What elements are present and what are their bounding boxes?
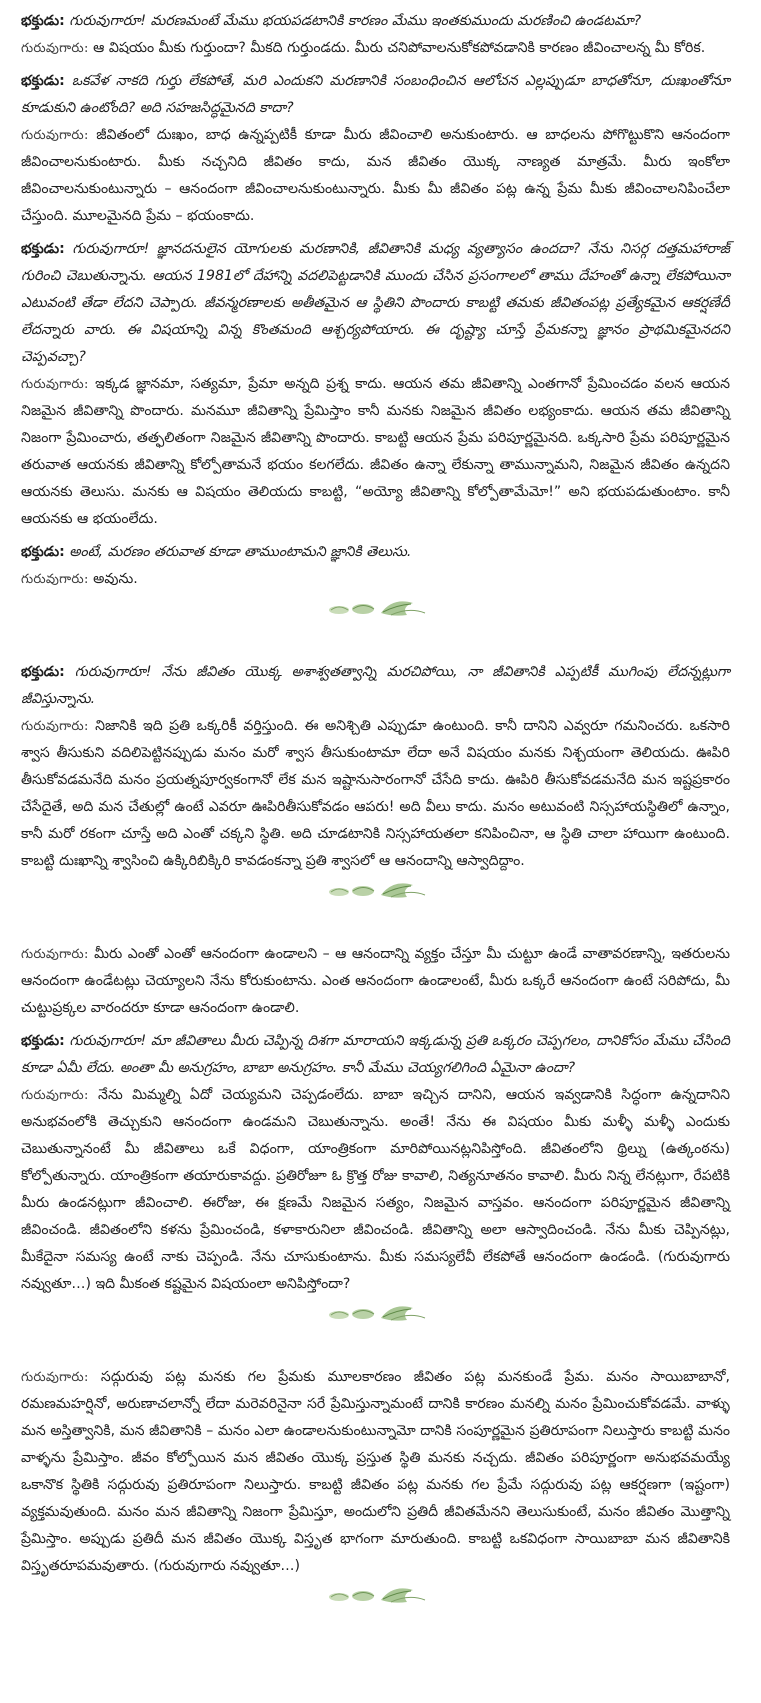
devotee-question — [21, 539, 730, 566]
answer-text: సద్గురువు పట్ల మనకు గల ప్రేమకు మూలకారణం జీవితం పట్ల మనకుండే ప్రేమ. మనం సాయిబాబానో, రమణమహర్షినో, అరుణాచలాన్నో లేదా మరెవరినైనా సరే ప్రేమిస్తున్నామంటే దానికి కారణం మనల్ని మనం ప్రేమించుకోవడమే. వాళ్ళు మన అస్తిత్వానికి, మన జీవితానికి – మనం ఎలా ఉండాలనుకుంటున్నామో దానికి సంపూర్ణమైన ప్రతిరూపంగా నిలుస్తారు కాబట్టి మనం వాళ్ళను ప్రేమిస్తాం. జీవం కోల్పోయిన మన జీవితం యొక్క ప్రస్తుత స్థితి మనకు నచ్చదు. జీవితం పరిపూర్ణంగా అనుభవమయ్యే ఒకానొక స్థితికి సద్గురువు ప్రతిరూపంగా నిలుస్తారు. కాబట్టి జీవితం పట్ల మనకు గల ప్రేమే సద్గురువు పట్ల ఆకర్షణగా (ఇష్టంగా) వ్యక్తమవుతుంది. మనం మన జీవితాన్ని నిజంగా ప్రేమిస్తూ, అందులోని ప్రతిదీ జీవితమేనని తెలుసుకుంటే, మనం జీవితం మొత్తాన్ని ప్రేమిస్తాం. అప్పుడు ప్రతిదీ మన జీవితం యొక్క విస్తృత భాగంగా మారుతుంది. కాబట్టి ఒకవిధంగా సాయిబాబా మన జీవితానికి విస్తృతరూపమవుతారు. (గురువుగారు నవ్వుతూ…) — [21, 1369, 730, 1574]
devotee-label: భక్తుడు: — [21, 664, 65, 680]
leaf-ornament-icon — [321, 877, 431, 903]
answer-text: నిజానికి ఇది ప్రతి ఒక్కరికీ వర్తిస్తుంది. ఈ అనిశ్చితి ఎప్పుడూ ఉంటుంది. కానీ దానిని ఎవ్వరూ గమనించరు. ఒకసారి శ్వాస తీసుకుని వదిలిపెట్టినప్పుడు మనం మరో శ్వాస తీసుకుంటామా లేదా అనే విషయం మనకు నిశ్చయంగా తెలియదు. ఊపిరి తీసుకోవడమనేది మనం ప్రయత్నపూర్వకంగానో లేక మన ఇష్టానుసారంగానో చేసేది కాదు. ఊపిరి తీసుకోవడమనేది మన ఇష్టప్రకారం చేసేదైతే, అది మన చేతుల్లో ఉంటే ఎవరూ ఊపిరితీసుకోవడం ఆపరు! అది వీలు కాదు. మనం అటువంటి నిస్సహాయస్థితిలో ఉన్నాం, కానీ మరో రకంగా చూస్తే అది ఎంతో చక్కని స్థితి. అది చూడటానికి నిస్సహాయతలా కనిపించినా, ఆ స్థితి చాలా హాయిగా ఉంటుంది. కాబట్టి దుఃఖాన్ని శ్వాసించి ఉక్కిరిబిక్కిరి కావడంకన్నా ప్రతి శ్వాసలో ఆ ఆనందాన్ని ఆస్వాదిద్దాం. — [21, 718, 730, 869]
question-text: అంటే, మరణం తరువాత కూడా తాముంటామని జ్ఞానికి తెలుసు. — [64, 544, 412, 560]
guru-label: గురువుగారు: — [21, 1088, 89, 1103]
guru-label: గురువుగారు: — [21, 128, 89, 143]
guru-label: గురువుగారు: — [21, 572, 89, 587]
guru-label: గురువుగారు: — [21, 1370, 89, 1385]
guru-label: గురువుగారు: — [21, 41, 89, 56]
guru-answer — [21, 713, 730, 875]
devotee-label: భక్తుడు: — [21, 13, 65, 29]
answer-text: జీవితంలో దుఃఖం, బాధ ఉన్నప్పటికీ కూడా మీరు జీవించాలి అనుకుంటారు. ఆ బాధలను పోగొట్టుకొని ఆనందంగా జీవించాలనుకుంటారు. మీకు నచ్చనిది జీవితం కాదు, మన జీవితం యొక్క నాణ్యత మాత్రమే. మీరు ఇంకోలా జీవించాలనుకుంటున్నారు – ఆనందంగా జీవించాలనుకుంటున్నారు. మీకు మీ జీవితం పట్ల ఉన్న ప్రేమ మీకు జీవించాలనిపించేలా చేస్తుంది. మూలమైనది ప్రేమ – భయంకాదు. — [21, 127, 730, 224]
guru-label: గురువుగారు: — [21, 377, 89, 392]
devotee-label: భక్తుడు: — [21, 544, 65, 560]
devotee-question — [21, 8, 730, 35]
devotee-label: భక్తుడు: — [21, 241, 65, 257]
answer-text: ఆ విషయం మీకు గుర్తుందా? మీకది గుర్తుండదు. మీరు చనిపోవాలనుకోకపోవడానికి కారణం జీవించాలన్న మీ కోరిక. — [88, 40, 706, 56]
leaf-ornament-icon — [321, 595, 431, 621]
guru-label: గురువుగారు: — [21, 719, 89, 734]
answer-text: మీరు ఎంతో ఎంతో ఆనందంగా ఉండాలని – ఆ ఆనందాన్ని వ్యక్తం చేస్తూ మీ చుట్టూ ఉండే వాతావరణాన్ని, ఇతరులను ఆనందంగా ఉండేటట్లు చెయ్యాలని నేను కోరుకుంటాను. ఎంత ఆనందంగా ఉండాలంటే, మీరు ఒక్కరే ఆనందంగా ఉంటే సరిపోదు, మీ చుట్టుప్రక్కల వారందరూ కూడా ఆనందంగా ఉండాలి. — [21, 946, 730, 1016]
answer-text: ఇక్కడ జ్ఞానమా, సత్యమా, ప్రేమా అన్నది ప్రశ్న కాదు. ఆయన తమ జీవితాన్ని ఎంతగానో ప్రేమించడం వలన ఆయన నిజమైన జీవితాన్ని పొందారు. మనమూ జీవితాన్ని ప్రేమిస్తాం కానీ మనకు నిజమైన జీవితం లభ్యంకాదు. ఆయన తమ జీవితాన్ని నిజంగా ప్రేమించారు, తత్ఫలితంగా నిజమైన జీవితాన్ని పొందారు. కాబట్టి ఆయన ప్రేమ పరిపూర్ణమైనది. ఒక్కసారి ప్రేమ పరిపూర్ణమైన తరువాత ఆయనకు జీవితాన్ని కోల్పోతామనే భయం కలగలేదు. జీవితం ఉన్నా లేకున్నా తామున్నామని, నిజమైన జీవితం ఉన్నదని ఆయనకు తెలుసు. మనకు ఆ విషయం తెలియదు కాబట్టి, “అయ్యో జీవితాన్ని కోల్పోతామేమో!” అని భయపడుతుంటాం. కానీ ఆయనకు ఆ భయంలేదు. — [21, 376, 730, 527]
devotee-label: భక్తుడు: — [21, 1033, 65, 1049]
leaf-ornament-icon — [321, 1582, 431, 1608]
question-text: గురువుగారూ! మా జీవితాలు మీరు చెప్పిన్న దిశగా మారాయని ఇక్కడున్న ప్రతి ఒక్కరం చెప్పగలం, దానికోసం మేము చేసింది కూడా ఏమీ లేదు. అంతా మీ అనుగ్రహం, బాబా అనుగ్రహం. కానీ మేము చెయ్యగలిగింది ఏమైనా ఉందా? — [21, 1033, 730, 1076]
devotee-question — [21, 236, 730, 371]
guru-answer — [21, 1082, 730, 1298]
guru-answer — [21, 1364, 730, 1580]
guru-label: గురువుగారు: — [21, 947, 89, 962]
devotee-question — [21, 659, 730, 713]
guru-answer — [21, 35, 730, 62]
answer-text: అవును. — [88, 571, 138, 587]
guru-answer — [21, 941, 730, 1022]
question-text: గురువుగారూ! నేను జీవితం యొక్క అశాశ్వతత్వాన్ని మరచిపోయి, నా జీవితానికి ఎప్పటికీ ముగింపు లేదన్నట్లుగా జీవిస్తున్నాను. — [21, 664, 730, 707]
leaf-ornament-icon — [321, 1300, 431, 1326]
guru-answer — [21, 566, 730, 593]
devotee-question — [21, 68, 730, 122]
question-text: గురువుగారూ! మరణమంటే మేము భయపడటానికి కారణం మేము ఇంతకుముందు మరణించి ఉండటమా? — [64, 13, 642, 29]
question-text: ఒకవేళ నాకది గుర్తు లేకపోతే, మరి ఎందుకని మరణానికి సంబంధించిన ఆలోచన ఎల్లప్పుడూ బాధతోనూ, దుఃఖంతోనూ కూడుకుని ఉంటోంది? అది సహజసిద్ధమైనది కాదా? — [21, 73, 730, 116]
question-text: గురువుగారూ! జ్ఞానదనులైన యోగులకు మరణానికి, జీవితానికి మధ్య వ్యత్యాసం ఉందదా? నేను నిసర్గ దత్తమహారాజ్ గురించి చెబుతున్నాను. ఆయన 1981లో దేహాన్ని వదలిపెట్టడానికి ముందు చేసిన ప్రసంగాలలో తాము దేహంతో ఉన్నా లేకపోయినా ఎటువంటి తేడా లేదని చెప్పారు. జీవన్మరణాలకు అతీతమైన ఆ స్థితిని పొందారు కాబట్టి తమకు జీవితంపట్ల ప్రత్యేకమైన ఆకర్షణేదీ లేదన్నారు వారు. ఈ విషయాన్ని విన్న కొంతమంది ఆశ్చర్యపోయారు. ఈ దృష్ట్యా చూస్తే ప్రేమకన్నా జ్ఞానం ప్రాథమికమైనదని చెప్పవచ్చా? — [21, 241, 730, 365]
devotee-label: భక్తుడు: — [21, 73, 65, 89]
guru-answer — [21, 122, 730, 230]
devotee-question — [21, 1028, 730, 1082]
answer-text: నేను మిమ్మల్ని ఏదో చెయ్యమని చెప్పడంలేదు. బాబా ఇచ్చిన దానిని, ఆయన ఇవ్వడానికి సిద్ధంగా ఉన్నదానిని అనుభవంలోకి తెచ్చుకుని ఆనందంగా ఉండమని చెబుతున్నాను. అంతే! నేను ఈ విషయం మీకు మళ్ళీ మళ్ళీ ఎందుకు చెబుతున్నానంటే మీ జీవితాలు ఒకే విధంగా, యాంత్రికంగా మారిపోయినట్లనిపిస్తోంది. జీవితంలోని థ్రిల్ను (ఉత్కంఠను) కోల్పోతున్నారు. యాంత్రికంగా తయారుకావద్దు. ప్రతిరోజూ ఓ క్రొత్త రోజు కావాలి, నిత్యనూతనం కావాలి. మీరు నిన్న లేనట్లుగా, రేపటికి మీరు ఉండనట్లుగా జీవించాలి. ఈరోజు, ఈ క్షణమే నిజమైన సత్యం, నిజమైన వాస్తవం. ఆనందంగా పరిపూర్ణమైన జీవితాన్ని జీవించండి. జీవితంలోని కళను ప్రేమించండి, కళాకారునిలా జీవించండి. జీవితాన్ని అలా ఆస్వాదించండి. నేను మీకు చెప్పినట్లు, మీకేదైనా సమస్య ఉంటే నాకు చెప్పండి. నేను చూసుకుంటాను. మీకు సమస్యలేవీ లేకపోతే ఆనందంగా ఉండండి. (గురువుగారు నవ్వుతూ…) ఇది మీకంత కష్టమైన విషయంలా అనిపిస్తోందా? — [21, 1087, 730, 1292]
guru-answer — [21, 371, 730, 533]
